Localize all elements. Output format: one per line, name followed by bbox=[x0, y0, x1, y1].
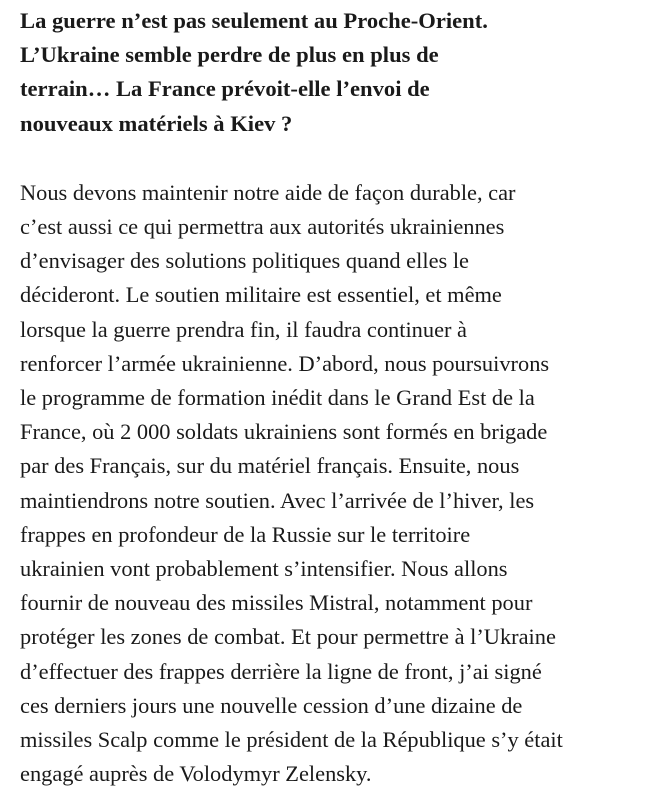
answer-line: ces derniers jours une nouvelle cession d’une dizaine de bbox=[20, 692, 523, 718]
answer-line: maintiendrons notre soutien. Avec l’arrivée de l’hiver, les bbox=[20, 487, 535, 513]
interview-question bbox=[20, 4, 650, 141]
question-line: terrain… La France prévoit-elle l’envoi de bbox=[20, 76, 430, 102]
answer-line: d’envisager des solutions politiques quand elles le bbox=[20, 248, 469, 274]
answer-line: lorsque la guerre prendra fin, il faudra continuer à bbox=[20, 316, 467, 342]
answer-line: par des Français, sur du matériel français. Ensuite, nous bbox=[20, 453, 520, 479]
answer-line: c’est aussi ce qui permettra aux autorités ukrainiennes bbox=[20, 214, 505, 240]
answer-line: engagé auprès de Volodymyr Zelensky. bbox=[20, 761, 372, 787]
question-line: nouveaux matériels à Kiev ? bbox=[20, 110, 293, 136]
answer-line: d’effectuer des frappes derrière la ligne de front, j’ai signé bbox=[20, 658, 542, 684]
answer-line: le programme de formation inédit dans le Grand Est de la bbox=[20, 385, 535, 411]
answer-line: France, où 2 000 soldats ukrainiens sont formés en brigade bbox=[20, 419, 548, 445]
answer-line: fournir de nouveau des missiles Mistral, notamment pour bbox=[20, 590, 533, 616]
answer-line: missiles Scalp comme le président de la République s’y était bbox=[20, 727, 563, 753]
answer-line: frappes en profondeur de la Russie sur le territoire bbox=[20, 521, 471, 547]
question-line: L’Ukraine semble perdre de plus en plus de bbox=[20, 42, 439, 68]
question-line: La guerre n’est pas seulement au Proche-Orient. bbox=[20, 8, 488, 33]
answer-line: Nous devons maintenir notre aide de façon durable, car bbox=[20, 179, 516, 205]
interview-answer bbox=[20, 176, 650, 792]
answer-line: protéger les zones de combat. Et pour permettre à l’Ukraine bbox=[20, 624, 556, 650]
answer-line: décideront. Le soutien militaire est essentiel, et même bbox=[20, 282, 502, 308]
answer-line: ukrainien vont probablement s’intensifier. Nous allons bbox=[20, 556, 508, 582]
answer-line: renforcer l’armée ukrainienne. D’abord, nous poursuivrons bbox=[20, 350, 550, 376]
article bbox=[20, 4, 650, 791]
